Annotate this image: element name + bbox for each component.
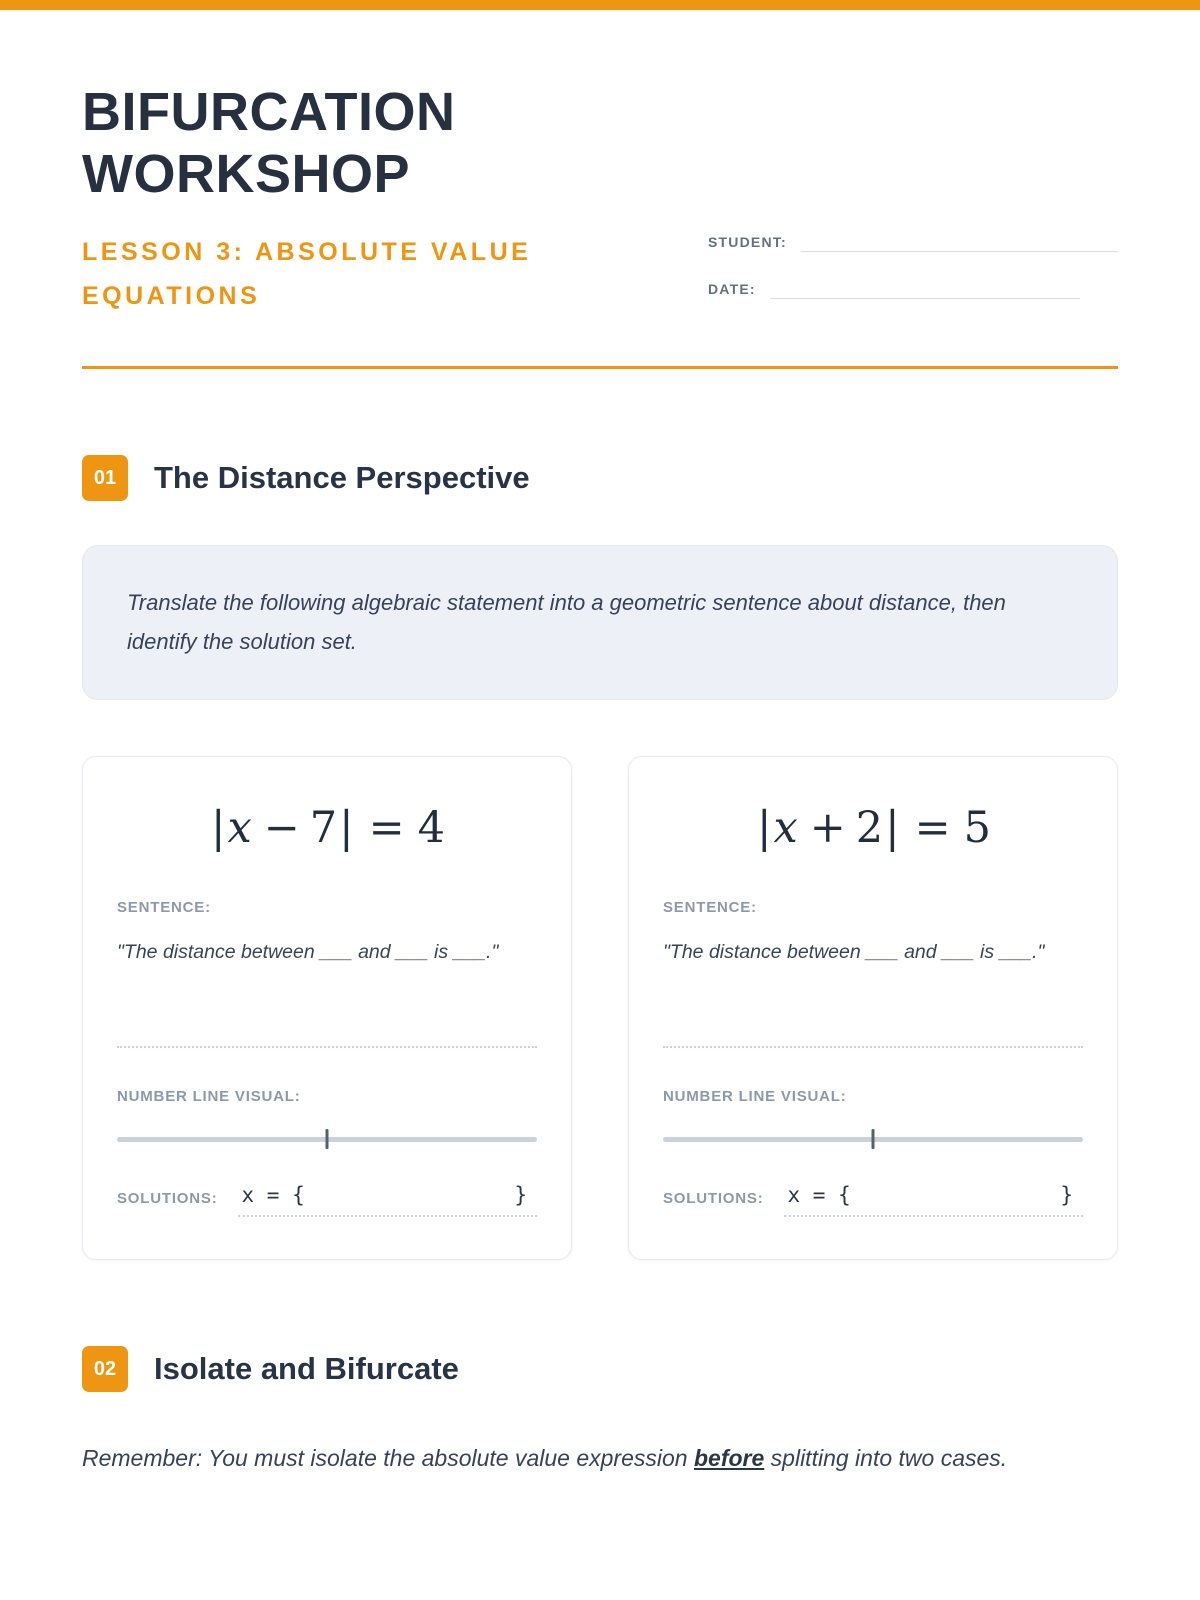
reminder-post: splitting into two cases. [764, 1445, 1008, 1472]
number-line [117, 1129, 537, 1149]
eq-operand: 7 [309, 803, 338, 853]
abs-bar-open: | [756, 803, 772, 853]
section1-number-badge: 01 [82, 455, 128, 501]
number-line-tick [326, 1129, 329, 1149]
section-distance-perspective [82, 455, 1118, 1260]
sentence-label: SENTENCE: [663, 899, 757, 916]
abs-bar-open: | [210, 803, 226, 853]
eq-operand: 2 [855, 803, 884, 853]
section1-head [82, 455, 1118, 501]
solutions-label: SOLUTIONS: [117, 1190, 218, 1208]
solutions-answer-area[interactable] [784, 1183, 1084, 1217]
solutions-prefix: x = { [241, 1183, 305, 1208]
section2-title: Isolate and Bifurcate [154, 1351, 459, 1387]
solutions-prefix: x = { [787, 1183, 851, 1208]
worksheet-page [0, 82, 1200, 1478]
abs-bar-close: | [339, 803, 354, 853]
sentence-template: "The distance between ___ and ___ is ___." [117, 941, 499, 963]
eq-equals: = [368, 803, 405, 853]
header-divider [82, 366, 1118, 369]
sentence-answer-line[interactable] [117, 1046, 537, 1048]
solutions-suffix: } [514, 1183, 527, 1208]
student-label: STUDENT: [708, 234, 787, 250]
eq-operator: + [809, 803, 846, 853]
sentence-label: SENTENCE: [117, 899, 211, 916]
instruction-text: Translate the following algebraic statement into a geometric sentence about distance, then identify the solution set. [127, 590, 1006, 654]
eq-rhs: 5 [963, 803, 992, 853]
number-line-label: NUMBER LINE VISUAL: [117, 1088, 301, 1106]
header-titles [82, 82, 622, 326]
problem-card-1 [82, 756, 572, 1260]
eq-equals: = [914, 803, 951, 853]
equation-1 [117, 803, 537, 853]
solutions-label: SOLUTIONS: [663, 1190, 764, 1208]
equation-2 [663, 803, 1083, 853]
solutions-row [663, 1183, 1083, 1217]
problem-cards [82, 756, 1118, 1260]
solutions-row [117, 1183, 537, 1217]
eq-variable: x [227, 803, 252, 853]
number-line-tick [872, 1129, 875, 1149]
eq-variable: x [773, 803, 798, 853]
page-title [82, 82, 622, 205]
instruction-box [82, 545, 1118, 700]
top-accent-bar [0, 0, 1200, 10]
section-isolate-bifurcate [82, 1346, 1118, 1478]
reminder-pre: Remember: You must isolate the absolute value expression [82, 1445, 694, 1472]
eq-rhs: 4 [417, 803, 446, 853]
header [82, 82, 1118, 326]
date-field-row [708, 279, 1118, 299]
section2-number-badge: 02 [82, 1346, 128, 1392]
student-blank-line[interactable] [801, 232, 1118, 252]
date-label: DATE: [708, 281, 756, 297]
abs-bar-close: | [885, 803, 900, 853]
section2-head [82, 1346, 1118, 1392]
sentence-answer-line[interactable] [663, 1046, 1083, 1048]
solutions-answer-area[interactable] [238, 1183, 538, 1217]
reminder-emphasis: before [693, 1445, 765, 1472]
student-field-row [708, 232, 1118, 252]
number-line [663, 1129, 1083, 1149]
number-line-label: NUMBER LINE VISUAL: [663, 1088, 847, 1106]
eq-operator: − [263, 803, 300, 853]
header-fields [708, 232, 1118, 326]
page-title-line1: BIFURCATION [82, 82, 456, 142]
reminder-text [82, 1440, 1077, 1478]
lesson-subtitle: LESSON 3: ABSOLUTE VALUE EQUATIONS [82, 238, 532, 310]
page-title-line2: WORKSHOP [82, 143, 410, 204]
date-blank-line[interactable] [770, 279, 1080, 299]
sentence-template: "The distance between ___ and ___ is ___." [663, 941, 1045, 963]
problem-card-2 [628, 756, 1118, 1260]
section1-title: The Distance Perspective [154, 460, 530, 495]
solutions-suffix: } [1060, 1183, 1073, 1208]
